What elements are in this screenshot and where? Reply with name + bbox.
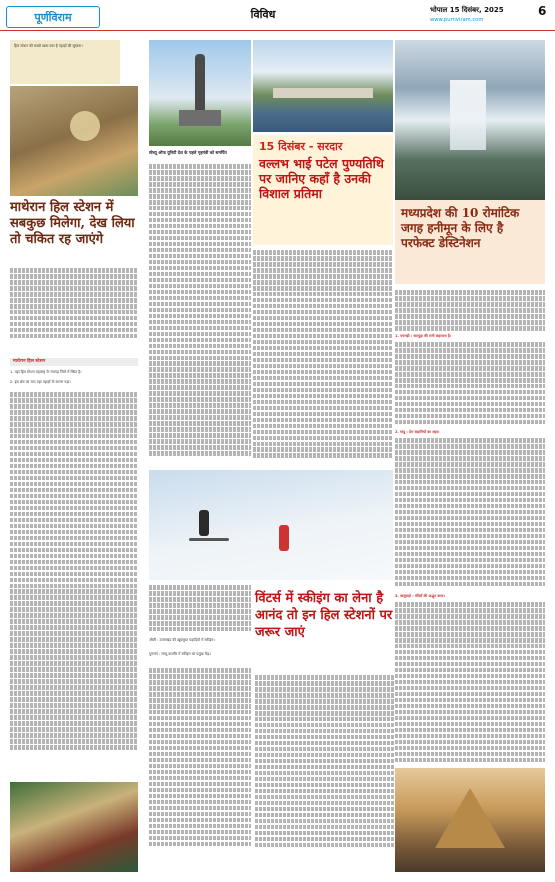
bullet-1: 1. यहां हिल स्टेशन महाराष्ट्र के रायगढ़ जिले में स्थित है। xyxy=(10,370,82,374)
left-headline: माथेरान हिल स्टेशन में सबकुछ मिलेगा, देख लिया तो चकित रह जाएंगे xyxy=(10,200,135,247)
right-body-1 xyxy=(395,290,545,332)
waterfall-stream xyxy=(450,80,486,150)
ski-headline: विंटर्स में स्कीइंग का लेना है आनंद तो इन हिल स्टेशनों पर जरूर जाएं xyxy=(255,591,393,640)
left-headline-block xyxy=(10,200,138,248)
right-body-2 xyxy=(395,342,545,426)
dam-wall xyxy=(273,88,373,98)
right-body-4 xyxy=(395,602,545,764)
ski-item-1: औली : उत्तराखंड की खूबसूरत पहाड़ियों में स्कीइंग। xyxy=(149,638,215,642)
statue-figure xyxy=(195,54,205,114)
ski-body-2 xyxy=(149,668,251,848)
bullet-2: 2. इस क्षेत्र का नाम यहां पहाड़ों के कारण पड़ा। xyxy=(10,380,71,384)
intro-box xyxy=(10,40,120,84)
right-body-3 xyxy=(395,438,545,588)
middle-body-2 xyxy=(253,250,393,459)
patel-story-headline: वल्लभ भाई पटेल पुण्यतिथि पर जानिए कहाँ है उनकी विशाल प्रतिमा xyxy=(259,156,384,201)
patel-story-box xyxy=(253,135,393,245)
right-item-1: 1. पचमढ़ी : सतपुड़ा की रानी कहलाता है। xyxy=(395,334,452,338)
right-item-3: 3. खजुराहो : मंदिरों की अद्भुत कला। xyxy=(395,594,445,598)
right-headline-block xyxy=(395,200,545,284)
left-body xyxy=(10,268,138,340)
sub-heading: माथेरान हिल स्टेशन xyxy=(10,358,138,366)
ski-headline-block xyxy=(255,590,395,641)
section-title: विविध xyxy=(250,7,276,21)
right-item-2: 2. मांडू : प्रेम कहानियों का शहर। xyxy=(395,430,440,434)
dam-photo xyxy=(253,40,393,132)
skiing-photo xyxy=(149,470,393,580)
sun-shape xyxy=(70,111,100,141)
statue-caption: स्टेच्यू ऑफ यूनिटी देश के पहले गृहमंत्री को समर्पित xyxy=(149,150,227,155)
middle-body-1 xyxy=(149,164,251,457)
toy-train-photo xyxy=(10,782,138,872)
statue-base xyxy=(179,110,221,126)
matheran-photo xyxy=(10,86,138,196)
page-number: 6 xyxy=(538,4,547,18)
date-line: भोपाल 15 दिसंबर, 2025 xyxy=(430,6,504,14)
site-url[interactable]: www.purnviram.com xyxy=(430,17,484,23)
right-headline: मध्यप्रदेश की 10 रोमांटिक जगह हनीमून के लिए है परफेक्ट डेस्टिनेशन xyxy=(401,206,520,250)
temple-photo xyxy=(395,768,545,872)
statue-photo xyxy=(149,40,251,146)
intro-text: हिल स्टेशन की सबसे खास बात है पहाड़ों की सुंदरता। xyxy=(14,44,83,48)
ski-body-3 xyxy=(255,675,395,849)
patel-story-date: 15 दिसंबर - सरदार xyxy=(259,140,343,153)
brand-logo: पूर्णविराम xyxy=(6,6,100,28)
ski-body-1 xyxy=(149,585,251,633)
left-body-2 xyxy=(10,392,138,751)
temple-spire xyxy=(435,788,505,848)
waterfall-photo xyxy=(395,40,545,200)
ski-item-2: गुलमर्ग : जम्मू-कश्मीर में स्कीइंग का प्रमुख केंद्र। xyxy=(149,652,211,656)
